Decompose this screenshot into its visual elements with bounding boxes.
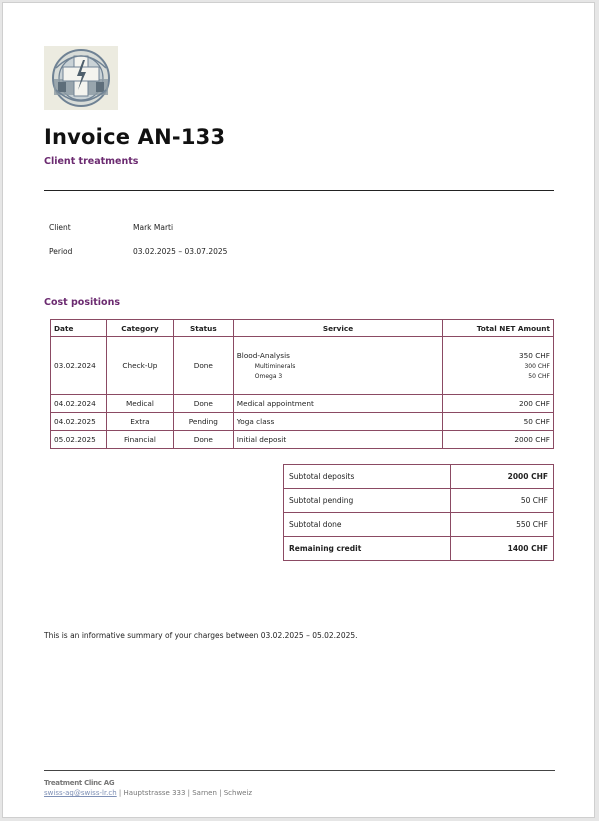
row-date: 05.02.2025 (51, 431, 107, 449)
row-amount: 200 CHF (443, 395, 554, 413)
header-divider (44, 190, 554, 191)
footer-address: | Hauptstrasse 333 | Sarnen | Schweiz (116, 789, 253, 797)
invoice-subtitle: Client treatments (44, 156, 139, 167)
totals-row-remaining (284, 537, 554, 561)
totals-table (283, 464, 554, 561)
row-service: Blood-Analysis (236, 351, 290, 360)
row-category: Extra (106, 413, 173, 431)
header-amount: Total NET Amount (443, 320, 554, 337)
row-status: Done (173, 431, 233, 449)
cost-positions-table (50, 319, 554, 449)
row-service: Initial deposit (233, 431, 442, 449)
footer-contact (44, 789, 252, 797)
subitem-amount: 50 CHF (528, 373, 550, 380)
row-amount-cell (443, 337, 554, 395)
row-service: Medical appointment (233, 395, 442, 413)
footer-company: Treatment Clinc AG (44, 779, 115, 787)
table-row (51, 413, 554, 431)
clinic-seal-logo-icon (44, 46, 118, 110)
totals-row (284, 513, 554, 537)
totals-row (284, 489, 554, 513)
totals-value: 550 CHF (450, 513, 553, 537)
period-label: Period (49, 247, 73, 256)
header-category: Category (106, 320, 173, 337)
row-status: Done (173, 395, 233, 413)
row-service-cell (233, 337, 442, 395)
table-row (51, 337, 554, 395)
totals-value: 2000 CHF (450, 465, 553, 489)
summary-note: This is an informative summary of your charges between 03.02.2025 – 05.02.2025. (44, 631, 358, 640)
cost-positions-title: Cost positions (44, 297, 120, 308)
table-row (51, 431, 554, 449)
invoice-page (2, 2, 595, 818)
footer-divider (44, 770, 555, 771)
client-label: Client (49, 223, 71, 232)
header-service: Service (233, 320, 442, 337)
table-header-row (51, 320, 554, 337)
totals-label: Subtotal done (284, 513, 451, 537)
totals-value: 50 CHF (450, 489, 553, 513)
client-value: Mark Marti (133, 223, 174, 232)
row-status: Done (173, 337, 233, 395)
clinic-logo (44, 46, 118, 110)
totals-value: 1400 CHF (450, 537, 553, 561)
row-date: 04.02.2024 (51, 395, 107, 413)
header-status: Status (173, 320, 233, 337)
header-date: Date (51, 320, 107, 337)
table-row (51, 395, 554, 413)
period-value: 03.02.2025 – 03.07.2025 (133, 247, 228, 256)
row-category: Check-Up (106, 337, 173, 395)
row-status: Pending (173, 413, 233, 431)
row-category: Financial (106, 431, 173, 449)
footer-email-link[interactable]: swiss-ag@swiss-lr.ch (44, 789, 117, 797)
totals-label: Subtotal pending (284, 489, 451, 513)
row-date: 04.02.2025 (51, 413, 107, 431)
subitem-amount: 300 CHF (524, 363, 550, 370)
row-service: Yoga class (233, 413, 442, 431)
subitem-name: Omega 3 (254, 373, 283, 380)
row-amount: 350 CHF (518, 351, 550, 360)
row-amount: 2000 CHF (443, 431, 554, 449)
row-amount: 50 CHF (443, 413, 554, 431)
row-date: 03.02.2024 (51, 337, 107, 395)
subitem-name: Multiminerals (254, 363, 296, 370)
totals-label: Subtotal deposits (284, 465, 451, 489)
invoice-title: Invoice AN-133 (44, 125, 226, 149)
totals-label: Remaining credit (284, 537, 451, 561)
totals-row (284, 465, 554, 489)
row-category: Medical (106, 395, 173, 413)
